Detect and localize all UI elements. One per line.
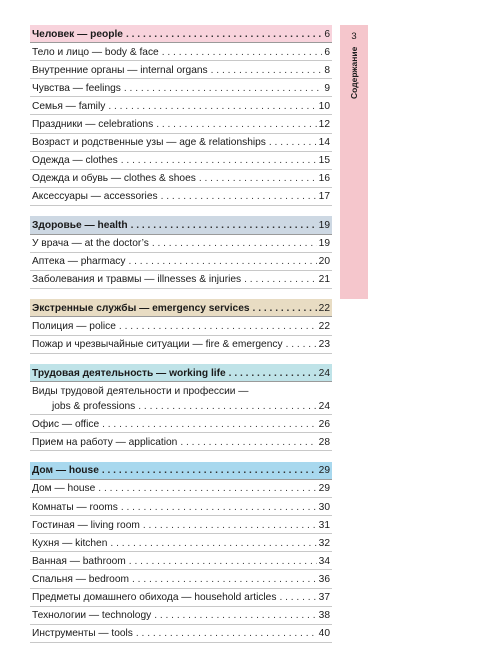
- dot-leader: [140, 518, 317, 534]
- section-title: Человек — people: [32, 28, 123, 40]
- entry-title: Дом — house: [32, 483, 96, 495]
- entry-title: Чувства — feelings: [32, 82, 121, 94]
- section-header[interactable]: [30, 364, 332, 382]
- dot-leader: [99, 417, 317, 433]
- entry-page: 6: [324, 46, 330, 58]
- dot-leader: [95, 481, 316, 497]
- entry-title: Инструменты — tools: [32, 628, 133, 640]
- entry-page: 22: [318, 320, 330, 332]
- section-header[interactable]: [30, 299, 332, 317]
- toc-entry[interactable]: [30, 589, 332, 607]
- toc-entry[interactable]: [30, 235, 332, 253]
- entry-title: Виды трудовой деятельности и профессии —: [32, 385, 249, 397]
- entry-title: Комнаты — rooms: [32, 501, 118, 513]
- toc-entry[interactable]: [30, 625, 332, 643]
- entry-page: 40: [318, 628, 330, 640]
- entry-page: 32: [318, 537, 330, 549]
- entry-title: Аксессуары — accessories: [32, 191, 158, 203]
- section-page: 29: [318, 465, 330, 477]
- toc-entry[interactable]: [30, 134, 332, 152]
- toc-entry[interactable]: [30, 480, 332, 498]
- toc-section: [30, 462, 332, 643]
- dot-leader: [158, 189, 317, 205]
- entry-page: 20: [318, 256, 330, 268]
- dot-leader: [99, 463, 317, 479]
- entry-title: Гостиная — living room: [32, 519, 140, 531]
- toc-entry[interactable]: [30, 170, 332, 188]
- entry-page: 15: [318, 155, 330, 167]
- entry-page: 8: [324, 64, 330, 76]
- toc-entry[interactable]: [30, 115, 332, 133]
- section-header[interactable]: [30, 462, 332, 480]
- toc-entry[interactable]: [30, 43, 332, 61]
- entry-title: Офис — office: [32, 418, 100, 430]
- toc-entry[interactable]: [30, 61, 332, 79]
- entry-title: Внутренние органы — internal organs: [32, 64, 208, 76]
- section-header[interactable]: [30, 216, 332, 234]
- section-title: Трудовая деятельность — working life: [32, 367, 226, 379]
- page-number: 3: [351, 31, 357, 42]
- entry-page: 37: [318, 592, 330, 604]
- dot-leader: [123, 27, 322, 43]
- dot-leader: [177, 435, 316, 451]
- dot-leader: [250, 301, 317, 317]
- dot-leader: [241, 272, 317, 288]
- entry-title: Спальня — bedroom: [32, 573, 129, 585]
- entry-title: Аптека — pharmacy: [32, 256, 126, 268]
- entry-page: 29: [318, 483, 330, 495]
- entry-title: У врача — at the doctor’s: [32, 238, 149, 250]
- entry-page: 19: [318, 238, 330, 250]
- entry-title: Пожар и чрезвычайные ситуации — fire & emergency: [32, 339, 283, 350]
- toc-entry[interactable]: [30, 552, 332, 570]
- entry-page: 30: [318, 501, 330, 513]
- toc-entry[interactable]: [30, 97, 332, 115]
- toc-section: [30, 25, 332, 206]
- entry-title: Семья — family: [32, 100, 106, 112]
- dot-leader: [208, 63, 323, 79]
- entry-page: 31: [318, 519, 330, 531]
- entry-page: 34: [318, 555, 330, 567]
- entry-title: Возраст и родственные узы — age & relationships: [32, 137, 266, 149]
- dot-leader: [226, 366, 317, 382]
- entry-continuation: [30, 399, 332, 415]
- entry-title: Технологии — technology: [32, 610, 152, 622]
- entry-page: 26: [318, 418, 330, 430]
- dot-leader: [107, 536, 316, 552]
- section-page: 6: [324, 28, 330, 40]
- section-title: Дом — house: [32, 465, 99, 477]
- dot-leader: [105, 99, 316, 115]
- section-title: Экстренные службы — emergency services: [32, 302, 250, 314]
- toc-entry[interactable]: [30, 433, 332, 451]
- toc-section: [30, 364, 332, 451]
- toc-entry[interactable]: [30, 79, 332, 97]
- section-page: 19: [318, 219, 330, 231]
- entry-page: 10: [318, 100, 330, 112]
- entry-page: 17: [318, 191, 330, 203]
- entry-title: Одежда — clothes: [32, 155, 118, 167]
- toc-entry[interactable]: [30, 188, 332, 206]
- contents-tab-label: Содержание: [349, 47, 359, 100]
- toc-entry[interactable]: [30, 382, 332, 415]
- toc-section: [30, 216, 332, 288]
- section-title: Здоровье — health: [32, 219, 128, 231]
- dot-leader: [159, 45, 323, 61]
- section-page: 24: [318, 367, 330, 379]
- entry-page: 9: [324, 82, 330, 94]
- dot-leader: [276, 590, 316, 606]
- entry-title-continued: jobs & professions: [52, 400, 136, 412]
- entry-page: 28: [318, 436, 330, 448]
- entry-title: Праздники — celebrations: [32, 118, 154, 130]
- table-of-contents: [30, 25, 332, 653]
- section-page: 22: [318, 302, 330, 314]
- dot-leader: [153, 117, 316, 133]
- dot-leader: [125, 254, 316, 270]
- entry-page: 23: [318, 339, 330, 350]
- section-header[interactable]: [30, 25, 332, 43]
- toc-entry[interactable]: [30, 415, 332, 433]
- entry-title: Предметы домашнего обихода — household articles: [32, 592, 277, 604]
- entry-page: 36: [318, 573, 330, 585]
- dot-leader: [118, 153, 317, 169]
- entry-title: Одежда и обувь — clothes & shoes: [32, 173, 196, 185]
- dot-leader: [126, 554, 317, 570]
- dot-leader: [149, 236, 317, 252]
- dot-leader: [151, 608, 316, 624]
- toc-entry[interactable]: [30, 516, 332, 534]
- entry-title: Кухня — kitchen: [32, 537, 108, 549]
- toc-entry[interactable]: [30, 152, 332, 170]
- toc-entry[interactable]: [30, 498, 332, 516]
- dot-leader: [129, 572, 317, 588]
- entry-page: 24: [318, 400, 330, 412]
- entry-title: Полиция — police: [32, 320, 116, 332]
- toc-entry[interactable]: [30, 607, 332, 625]
- toc-section: [30, 299, 332, 353]
- toc-entry[interactable]: [30, 534, 332, 552]
- contents-side-tab: [340, 25, 368, 299]
- dot-leader: [118, 500, 317, 516]
- dot-leader: [266, 135, 317, 151]
- entry-page: 16: [318, 173, 330, 185]
- entry-page: 38: [318, 610, 330, 622]
- entry-title: Тело и лицо — body & face: [32, 46, 159, 58]
- entry-page: 14: [318, 137, 330, 149]
- dot-leader: [121, 81, 322, 97]
- entry-page: 21: [318, 274, 330, 286]
- dot-leader: [133, 626, 317, 642]
- dot-leader: [283, 337, 317, 353]
- toc-entry[interactable]: [30, 317, 332, 335]
- entry-title: Заболевания и травмы — illnesses & injuries: [32, 274, 242, 286]
- entry-title: Ванная — bathroom: [32, 555, 126, 567]
- toc-entry[interactable]: [30, 570, 332, 588]
- entry-page: 12: [318, 118, 330, 130]
- toc-entry[interactable]: [30, 271, 332, 289]
- dot-leader: [135, 399, 316, 415]
- toc-entry[interactable]: [30, 253, 332, 271]
- toc-entry[interactable]: [30, 336, 332, 354]
- dot-leader: [116, 319, 317, 335]
- dot-leader: [196, 171, 317, 187]
- dot-leader: [128, 218, 317, 234]
- entry-title: Прием на работу — application: [32, 436, 178, 448]
